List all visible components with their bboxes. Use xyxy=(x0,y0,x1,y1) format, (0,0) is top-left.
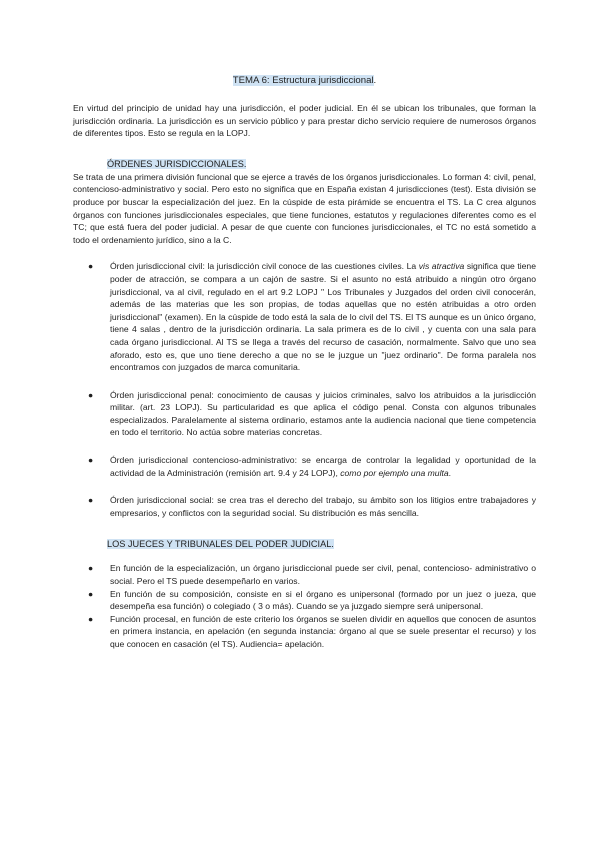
ordenes-list xyxy=(73,260,536,519)
contencioso-text-em: como por ejemplo una multa xyxy=(340,467,449,478)
section-heading-ordenes xyxy=(73,159,536,169)
bullet-icon: ● xyxy=(88,389,94,400)
composicion-text: En función de su composición, consiste en si el órgano es unipersonal (formado por un juez o jueza, que desempeña esa función) o colegiado ( 3 o más). Cuando se ya juzgado siempre será unipersonal. xyxy=(110,588,536,612)
bullet-icon: ● xyxy=(88,261,94,272)
list-item-composicion xyxy=(73,588,536,613)
civil-text-b: significa que tiene poder de atracción, se compara a un cajón de sastre. Si el asunto no está atribuido a ningún otro órgano jurisdiccional, va al civil, regulado en el art 9.2 LOPJ " Los Tribunales y Juzgados del orden civil conocerán, además de las materias que les son propias, de todas aquellas que no estén atribuidas a otro orden jurisdiccional" (examen). En la cúspide de todo está la sala de lo civil del TS. El TS aunque es un único órgano, tiene 4 salas , dentro de la jurisdicción ordinaria. La sala primera es de lo civil , y cuenta con una sala para cada órgano jurisdiccional. Al TS se llega a través del recurso de casación, normalmente. Salvo que uno sea aforado, esto es, que uno tiene derecho a que no se le juzgue un "juez ordinario". De forma paralela nos encontramos con juzgados de marca comunitaria. xyxy=(110,261,536,373)
bullet-icon: ● xyxy=(88,588,94,599)
ordenes-paragraph: Se trata de una primera división funcional que se ejerce a través de los órganos jurisdiccionales. Lo forman 4: civil, penal, contencioso-administrativo y social. Pero esto no significa que en España existan 4 jurisdicciones (test). Esta división se produce por buscar la especialización del juez. En la cúspide de esta pirámide se encuentra el TS. La C crea algunos órganos con funciones jurisdiccionales especiales, que tiene funciones, estatutos y regulaciones diferentes como es el TC; que está fuera del poder judicial. A pesar de que cuente con funciones jurisdiccionales, el TC no está sometido a todo el ordenamiento jurídico, sino a la C. xyxy=(73,171,536,245)
contencioso-text-a: Órden jurisdiccional contencioso-administrativo: se encarga de controlar la legalidad y oportunidad de la actividad de la Administración (remisión art. 9.4 y 24 LOPJ), xyxy=(110,455,536,478)
section-heading-jueces-text: LOS JUECES Y TRIBUNALES DEL PODER JUDICIAL. xyxy=(107,539,334,550)
list-item-civil xyxy=(73,260,536,373)
list-item-especializacion xyxy=(73,562,536,587)
title-period: . xyxy=(373,75,377,86)
section-heading-ordenes-text: ÓRDENES JURISDICCIONALES. xyxy=(107,158,247,169)
bullet-icon: ● xyxy=(88,563,94,574)
title-wrap xyxy=(73,70,536,88)
intro-paragraph: En virtud del principio de unidad hay una jurisdicción, el poder judicial. En él se ubican los tribunales, que forman la jurisdicción ordinaria. La jurisdicción es un servicio público y para prestar dicho servicio requiere de numerosos órganos de diferentes tipos. Esto se regula en la LOPJ. xyxy=(73,103,536,139)
social-text: Órden jurisdiccional social: se crea tras el derecho del trabajo, su ámbito son los litigios entre trabajadores y empresarios, y conflictos con la seguridad social. Su distribución es más sencilla. xyxy=(110,495,536,518)
funcion-procesal-text: Función procesal, en función de este criterio los órganos se suelen dividir en aquellos que conocen de asuntos en primera instancia, en apelación (en segunda instancia: órgano al que se suele presentar el recurso) y los que conocen en casación (el TS). Audiencia= apelación. xyxy=(110,613,536,649)
penal-text: Órden jurisdiccional penal: conocimiento de causas y juicios criminales, salvo los atribuidos a la jurisdicción militar. (art. 23 LOPJ). Su particularidad es que aplica el código penal. Consta con algunos tribunales especializados. Paralelamente al sistema ordinario, estamos ante la audiencia nacional que tiene competencia en todo el territorio. No actúa sobre materias concretas. xyxy=(110,389,536,438)
jueces-list xyxy=(73,562,536,650)
list-item-penal xyxy=(73,389,536,439)
bullet-icon: ● xyxy=(88,495,94,506)
bullet-icon: ● xyxy=(88,455,94,466)
civil-text-a: Órden jurisdiccional civil: la jurisdicción civil conoce de las cuestiones civiles. La xyxy=(110,261,419,272)
list-item-contencioso xyxy=(73,454,536,479)
civil-text-em: vis atractiva xyxy=(418,261,465,272)
contencioso-text-b: . xyxy=(448,467,452,478)
bullet-icon: ● xyxy=(88,613,94,624)
section-heading-jueces xyxy=(73,539,536,549)
list-item-funcion-procesal xyxy=(73,613,536,651)
especializacion-text: En función de la especialización, un órgano jurisdiccional puede ser civil, penal, contencioso- administrativo o social. Pero el TS puede desempeñarlo en varios. xyxy=(110,563,536,587)
page-title: TEMA 6: Estructura jurisdiccional xyxy=(232,75,374,86)
list-item-social xyxy=(73,494,536,519)
